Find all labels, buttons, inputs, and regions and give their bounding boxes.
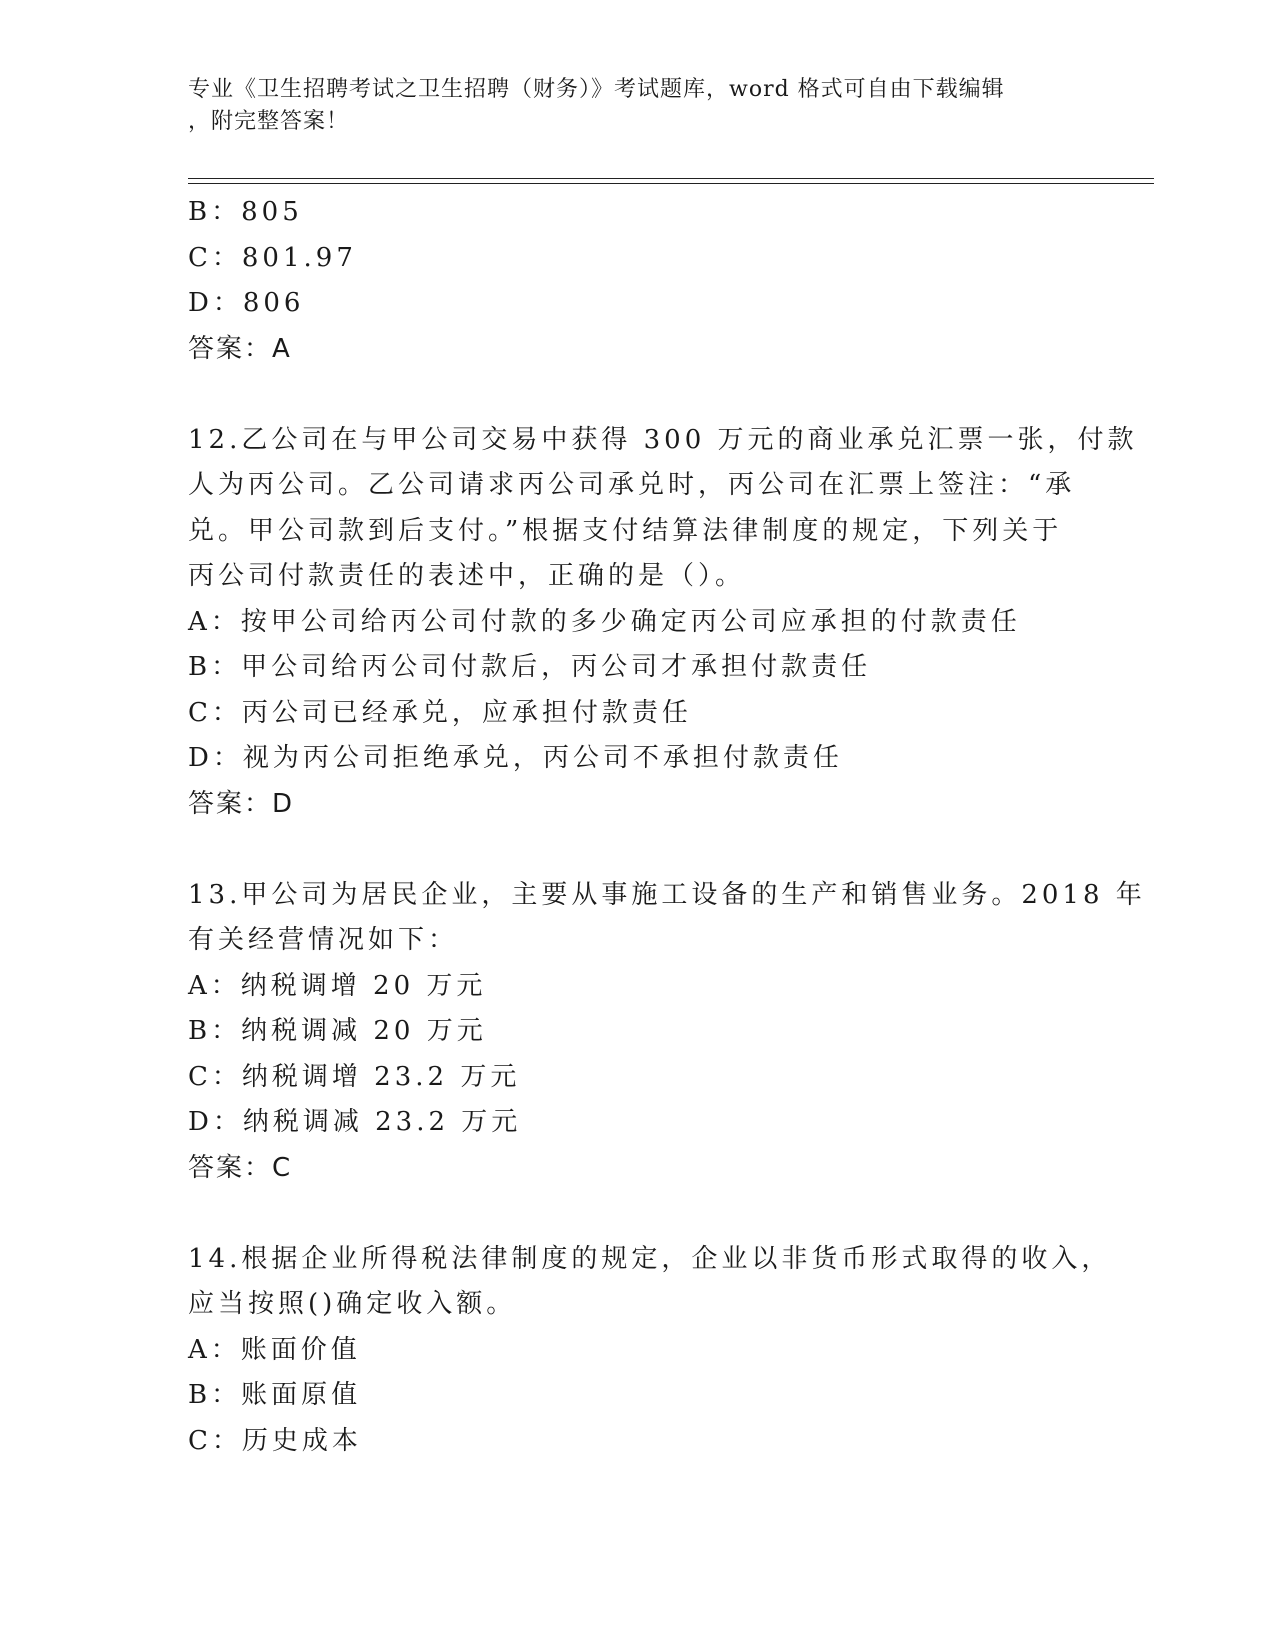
document-header: [188, 74, 1068, 138]
header-line-1: 专业《卫生招聘考试之卫生招聘（财务）》考试题库，word 格式可自由下载编辑: [188, 77, 1005, 102]
option-c: C：801.97: [188, 242, 357, 273]
answer-line: 答案：C: [188, 1152, 293, 1183]
question-stem: [188, 873, 1146, 964]
question-11: [188, 190, 1088, 372]
option-a: A：纳税调增 20 万元: [188, 970, 487, 1001]
header-line-2: ，附完整答案！: [188, 109, 350, 134]
option-d: D：纳税调减 23.2 万元: [188, 1107, 522, 1137]
option-b: B：甲公司给丙公司付款后，丙公司才承担付款责任: [188, 652, 872, 682]
stem-line: 13.甲公司为居民企业，主要从事施工设备的生产和销售业务。2018 年: [188, 879, 1146, 910]
stem-line: 应当按照()确定收入额。: [188, 1289, 517, 1319]
option-c: C：纳税调增 23.2 万元: [188, 1061, 521, 1092]
option-c: C：丙公司已经承兑，应承担付款责任: [188, 697, 692, 728]
option-a: A：账面价值: [188, 1334, 361, 1365]
option-b: B：纳税调减 20 万元: [188, 1016, 487, 1046]
spacer: [188, 372, 1088, 418]
option-d: D：视为丙公司拒绝承兑，丙公司不承担付款责任: [188, 743, 843, 773]
option-a: A：按甲公司给丙公司付款的多少确定丙公司应承担的付款责任: [188, 606, 1021, 637]
spacer: [188, 1191, 1088, 1237]
stem-line: 有关经营情况如下：: [188, 925, 459, 955]
option-d: D：806: [188, 288, 305, 318]
question-14: [188, 1237, 1112, 1465]
answer-line: 答案：D: [188, 788, 295, 819]
question-13: [188, 873, 1146, 1192]
header-divider-bottom: [188, 183, 1154, 184]
header-divider-top: [188, 178, 1154, 179]
spacer: [188, 827, 1088, 873]
question-12: [188, 418, 1138, 828]
option-b: B：账面原值: [188, 1380, 362, 1410]
stem-line: 14.根据企业所得税法律制度的规定，企业以非货币形式取得的收入，: [188, 1243, 1112, 1274]
option-b: B：805: [188, 197, 303, 227]
question-stem: [188, 418, 1138, 600]
stem-line: 丙公司付款责任的表述中，正确的是（）。: [188, 561, 746, 591]
stem-line: 12.乙公司在与甲公司交易中获得 300 万元的商业承兑汇票一张，付款: [188, 424, 1138, 455]
stem-line: 人为丙公司。乙公司请求丙公司承兑时，丙公司在汇票上签注：“承: [188, 470, 1076, 500]
answer-line: 答案：A: [188, 333, 292, 364]
stem-line: 兑。甲公司款到后支付。”根据支付结算法律制度的规定，下列关于: [188, 515, 1063, 546]
question-content: [188, 190, 1146, 1464]
option-c: C：历史成本: [188, 1425, 362, 1456]
question-stem: [188, 1237, 1112, 1328]
